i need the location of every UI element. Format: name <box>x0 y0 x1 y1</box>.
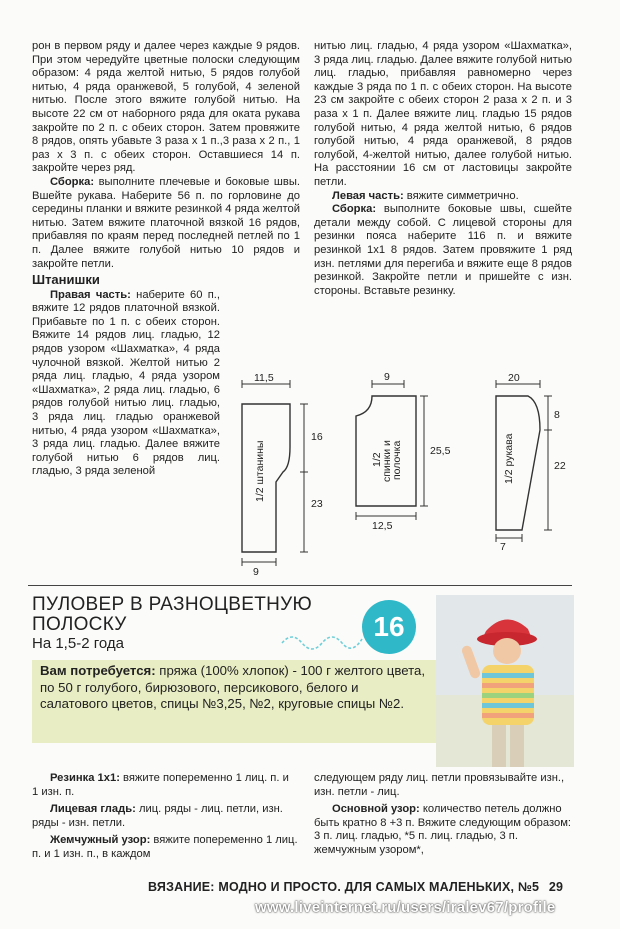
pants-bottom-dim: 9 <box>253 566 259 578</box>
sleeve-right-lower-dim: 22 <box>554 460 566 472</box>
section-title <box>32 595 312 635</box>
right-part-paragraph <box>32 289 220 479</box>
sleeve-label: 1/2 рукава <box>503 433 515 484</box>
top-right-column <box>314 40 572 298</box>
materials-box <box>32 660 436 743</box>
paragraph: нитью лиц. гладью, 4 ряда узором «Шахматка», 3 ряда лиц. гладью. Далее вяжите голубой нитью лиц. гладью, прибавляя равномерно через каждые 3 ряда по 1 п. с обеих сторон. На высоте 23 см закройте с обеих сторон 2 раза х 2 п. и 3 раза х 1 п. Далее вяжите лиц. гладью 15 рядов голубой нитью, 4 ряда желтой нитью, 6 рядов голубой нитью, 4 ряда оранжевой, 8 рядов голубой, 4-желтой нитью, далее голубой нитью. На расстоянии 16 см от ластовицы закройте петли. <box>314 40 572 188</box>
left-part-text: вяжите симметрично. <box>403 189 519 202</box>
materials-text: пряжа (100% хлопок) - 100 г желтого цвета, по 50 г голубого, бирюзового, персикового, белого и салатового цветов, спицы №3,25, №2, круговые спицы №2. <box>40 663 425 711</box>
child-photo <box>436 595 574 767</box>
sleeve-right-upper-dim: 8 <box>554 409 560 421</box>
decor-swirl-icon <box>280 625 370 655</box>
section-subtitle: На 1,5-2 года <box>32 635 124 652</box>
seed-text: вяжите попеременно 1 лиц. п. и 1 изн. п., в каждом <box>32 834 298 860</box>
section-title-line1: ПУЛОВЕР В РАЗНОЦВЕТНУЮ <box>32 594 313 615</box>
body-label-2: спинки и <box>381 440 393 482</box>
page-number: 29 <box>548 880 564 894</box>
assembly2-text: выполните боковые швы, сшейте детали между собой. С лицевой стороны для резинки пояса наберите 116 п. и вяжите резинкой 1х1 8 рядов. Затем провяжите 1 ряд изн. петлями для перегиба и вяжите еще 8 рядов резинкой. Закройте петли и пришейте с изн. стороны. Вставьте резинку. <box>314 203 572 297</box>
section-number: 16 <box>373 611 405 642</box>
right-part-text: наберите 60 п., вяжите 12 рядов платочной вязкой. Прибавьте по 1 п. с обеих сторон. Вяжите 14 рядов лиц. гладью, 12 рядов узором «Шахматка», 4 ряда чулочной вязкой. Желтой нитью 2 ряда лиц. гладью, 4 ряда узором «Шахматка», 2 ряда лиц. гладью, 6 рядов голубой нитью лиц. гладью, 3 ряда лиц. гладью оранжевой нитью, 4 ряда узором «Шахматка», 3 ряда лиц. гладью. Далее вяжите голубой нитью 6 рядов лиц. гладью, 3 ряда зеленой <box>32 288 220 478</box>
paragraph: рон в первом ряду и далее через каждые 9 рядов. При этом чередуйте цветные полоски следующим образом: 4 ряда желтой нитью, 5 рядов голубой нитью, 4 ряда оранжевой, 5 голубой, 4 зеленой нитью. После этого вяжите голубой нитью. На высоте 22 см от наборного ряда для оката рукава закройте по 2 п. с обеих сторон. Затем провяжите 8 рядов, опять убавьте 3 раза х 1 п.,3 раза х 2 п., 1 раз х 3 п. с обеих сторон. Оставшиеся 14 п. закройте через ряд. <box>32 40 300 175</box>
stockinette-lead: Лицевая гладь: <box>50 803 136 816</box>
section-divider <box>28 585 572 586</box>
section-title-line2: ПОЛОСКУ <box>32 614 127 635</box>
sleeve-bottom-dim: 7 <box>500 541 506 553</box>
materials-lead: Вам потребуется: <box>40 663 156 678</box>
seed-continuation: следующем ряду лиц. петли провязывайте изн., изн. петли - лиц. <box>314 772 565 798</box>
rib-text: вяжите попеременно 1 лиц. п. и 1 изн. п. <box>32 772 289 798</box>
bottom-right-column <box>314 772 572 858</box>
pants-label: 1/2 штанины <box>254 440 266 502</box>
pants-heading: Штанишки <box>32 272 100 288</box>
pants-right-upper-dim: 16 <box>311 431 323 443</box>
sleeve-schematic-svg <box>480 372 575 552</box>
seed-paragraph <box>32 834 298 861</box>
body-label-3: полочка <box>391 440 403 480</box>
main-pattern-lead: Основной узор: <box>332 803 420 816</box>
seed-lead: Жемчужный узор: <box>50 834 151 847</box>
sleeve-top-dim: 20 <box>508 372 520 384</box>
left-part-lead: Левая часть: <box>332 189 404 202</box>
section-number-badge <box>362 600 416 654</box>
rib-paragraph <box>32 772 298 799</box>
stockinette-text: лиц. ряды - лиц. петли, изн. ряды - изн. петли. <box>32 803 283 829</box>
sleeve-schematic <box>480 372 575 557</box>
watermark: www.liveinternet.ru/users/iralev67/profile <box>255 899 556 916</box>
rib-lead: Резинка 1х1: <box>50 772 120 784</box>
main-pattern-text: количество петель должно быть кратно 8 +3 п. Вяжите следующим образом: 3 п. лиц. гладью, *5 п. лиц. гладью, 3 п. жемчужным узором*, <box>314 803 571 856</box>
body-schematic <box>350 372 450 537</box>
bottom-left-column <box>32 772 298 862</box>
pants-schematic-svg <box>228 372 338 577</box>
child-photo-svg <box>436 595 574 767</box>
body-schematic-svg <box>350 372 450 532</box>
assembly-paragraph <box>32 176 300 271</box>
right-part-lead: Правая часть: <box>50 288 131 301</box>
main-pattern-paragraph <box>314 803 572 857</box>
magazine-name: ВЯЗАНИЕ: МОДНО И ПРОСТО. ДЛЯ САМЫХ МАЛЕНЬКИХ, №5 <box>148 880 540 894</box>
page-footer <box>148 880 563 894</box>
stockinette-paragraph <box>32 803 298 830</box>
body-label-1: 1/2 <box>371 452 383 467</box>
assembly-text: выполните плечевые и боковые швы. Вшейте рукава. Наберите 56 п. по горловине до середины планки и вяжите резинкой 4 ряда желтой нитью. Затем вяжите платочной вязкой 16 рядов, прибавляя по краям перед последней петлей по 1 п. Далее вяжите голубой нитью 10 рядов и закройте петли. <box>32 175 300 270</box>
assembly2-lead: Сборка: <box>332 203 377 216</box>
pants-schematic <box>228 372 338 582</box>
body-right-dim: 25,5 <box>430 445 451 457</box>
pants-right-lower-dim: 23 <box>311 498 323 510</box>
body-top-dim: 9 <box>384 371 390 383</box>
assembly-lead: Сборка: <box>50 175 95 188</box>
pants-top-dim: 11,5 <box>254 372 274 384</box>
assembly2-paragraph <box>314 203 572 298</box>
body-bottom-dim: 12,5 <box>372 520 393 532</box>
left-part-paragraph <box>314 190 572 204</box>
